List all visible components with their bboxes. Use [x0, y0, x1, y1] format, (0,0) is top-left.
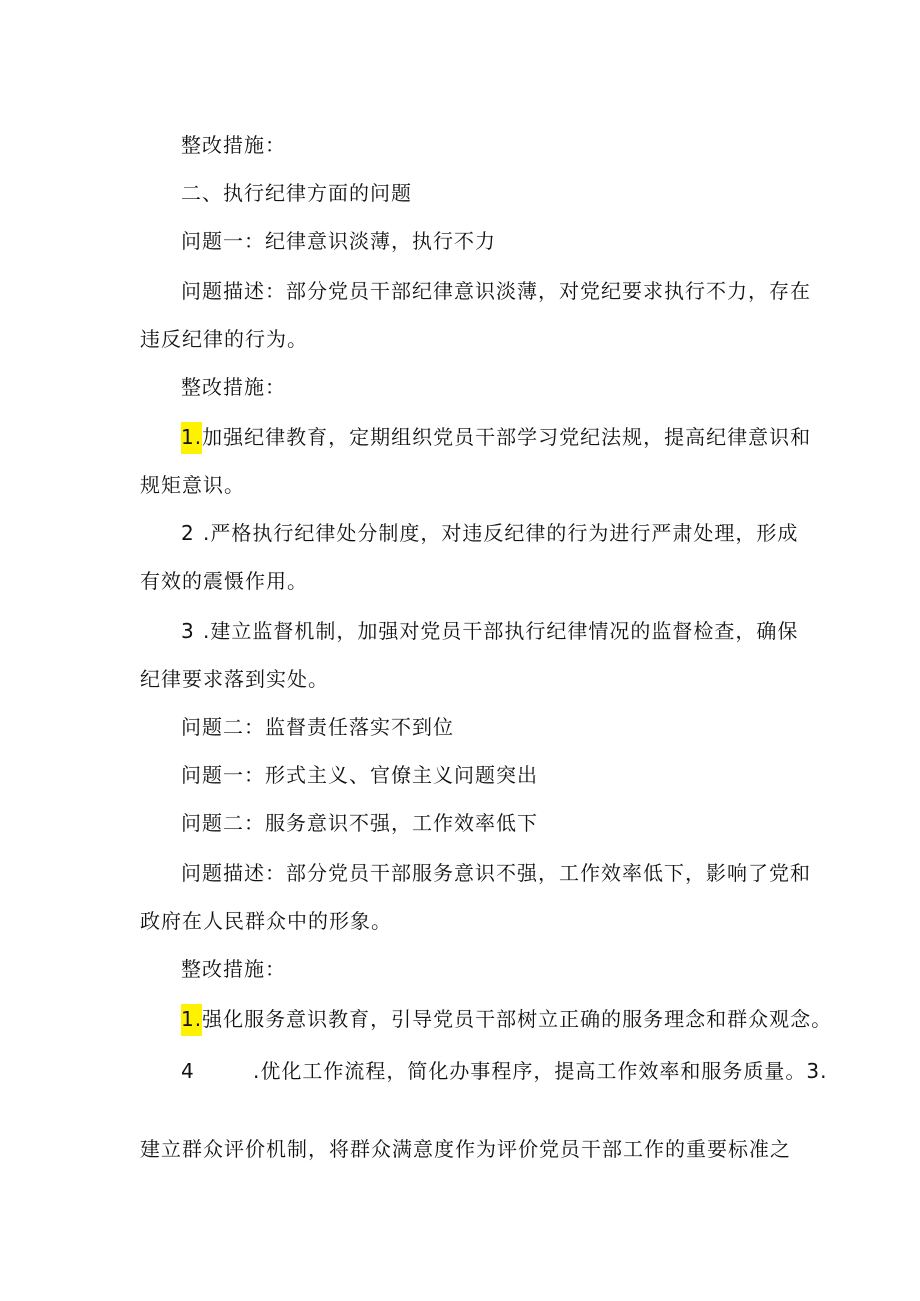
measure-item-2 — [181, 521, 841, 545]
measure-item-4-text: 强化服务意识教育，引导党员干部树立正确的服务理念和群众观念。 — [202, 1007, 833, 1031]
problem-description-2-cont: 政府在人民群众中的形象。 — [140, 909, 392, 933]
highlight-number: 1. — [181, 1004, 202, 1036]
problem-heading-3: 问题一：形式主义、官僚主义问题突出 — [181, 763, 538, 787]
problem-description-1: 问题描述：部分党员干部纪律意识淡薄，对党纪要求执行不力，存在 — [181, 279, 811, 303]
item-number: 4 — [181, 1059, 195, 1083]
problem-heading-1: 问题一：纪律意识淡薄，执行不力 — [181, 229, 496, 253]
measure-item-1-text: 加强纪律教育，定期组织党员干部学习党纪法规，提高纪律意识和 — [202, 425, 812, 449]
problem-description-1-cont: 违反纪律的行为。 — [140, 327, 308, 351]
measure-item-5 — [181, 1059, 841, 1083]
problem-heading-2: 问题二：监督责任落实不到位 — [181, 715, 454, 739]
section-heading-discipline: 二、执行纪律方面的问题 — [181, 181, 412, 205]
measure-item-4 — [181, 1007, 841, 1036]
measure-item-6: 建立群众评价机制，将群众满意度作为评价党员干部工作的重要标准之 — [140, 1137, 791, 1161]
problem-heading-4: 问题二：服务意识不强，工作效率低下 — [181, 811, 538, 835]
heading-rectification-1: 整改措施： — [181, 133, 286, 157]
measure-item-3 — [181, 619, 841, 643]
measure-item-1-cont: 规矩意识。 — [140, 473, 245, 497]
item-number: 3 — [181, 619, 195, 643]
measure-item-3-text: .建立监督机制，加强对党员干部执行纪律情况的监督检查，确保 — [203, 619, 799, 643]
highlight-number: 1. — [181, 422, 202, 454]
measure-item-5-text: .优化工作流程，简化办事程序，提高工作效率和服务质量。3. — [253, 1059, 828, 1083]
heading-rectification-2: 整改措施： — [181, 375, 286, 399]
measure-item-3-cont: 纪律要求落到实处。 — [140, 667, 329, 691]
problem-description-2: 问题描述：部分党员干部服务意识不强，工作效率低下，影响了党和 — [181, 861, 811, 885]
measure-item-2-cont: 有效的震慑作用。 — [140, 569, 308, 593]
measure-item-2-text: .严格执行纪律处分制度，对违反纪律的行为进行严肃处理，形成 — [203, 521, 799, 545]
measure-item-1 — [181, 425, 841, 454]
item-number: 2 — [181, 521, 195, 545]
heading-rectification-3: 整改措施： — [181, 957, 286, 981]
